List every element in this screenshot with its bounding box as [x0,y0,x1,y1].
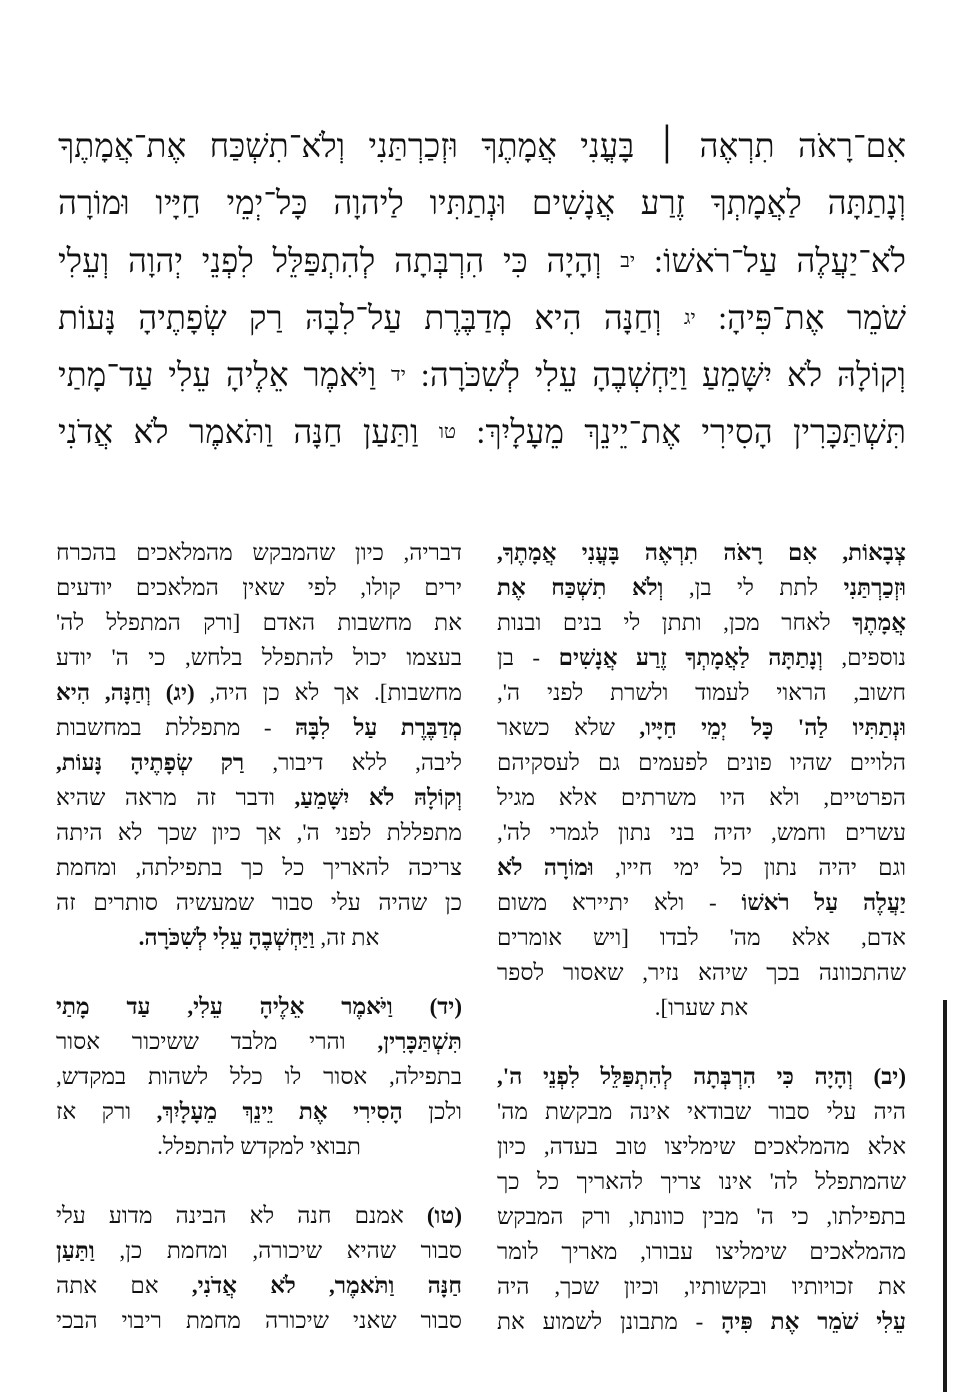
verse-text: אִם־רָאֹה תִרְאֶה ׀ בָּעֳנִי אֲמָתֶךָ וּזְכַרְתַּנִי וְלֹא־תִשְׁכַּח אֶת־אֲמָתֶךָ [58,129,906,165]
verse-quote: וּזְכַרְתַּנִי [843,575,906,600]
commentary-text: חשוב, הראוי לעמוד ולשרת לפני ה', [497,680,906,705]
commentary-text: שהתכוונה בכך שיהא נזיר, שאסור לספר [497,960,906,985]
scan-edge-line [943,1000,947,1392]
line-content [497,890,906,915]
verse-quote: (יב) וְהָיָה כִּי הִרְבְּתָה לְהִתְפַּלֵּל לִפְנֵי ה', [497,1064,906,1089]
commentary-text: בעצמו יכול להתפלל בלחש, כי ה' יודע [56,645,462,670]
text-line [56,605,462,640]
verse-text: שֹׁמֵר אֶת־פִּיהָ: [695,301,906,337]
verse-text: לֹא־יַעֲלֶה עַל־רֹאשׁוֹ: [635,244,906,280]
commentary-text: אלא מהמלאכים שימליצו טוב בעדה, כיון [497,1134,906,1159]
commentary-text: והרי מלבד ששיכור אסור [56,1029,378,1054]
line-content [56,680,462,705]
commentary-text: אם אתה [56,1273,192,1298]
commentary-text: עשרים וחמש, יהיה בני נתון לגמרי לה', [497,820,906,845]
line-content [56,890,462,915]
commentary-text: - בן [496,645,559,670]
commentary-paragraph [56,989,462,1164]
text-line [497,640,906,675]
commentary-text: את מחשבות האדם [ורק המתפלל לה' [56,610,462,635]
text-line [497,990,906,1025]
line-content [56,575,462,600]
line-content [497,1169,906,1194]
line-content [56,994,462,1019]
text-line [56,745,462,780]
verse-number: יב [620,250,636,272]
text-line [497,885,906,920]
text-line [58,290,906,347]
verse-quote: תִּשְׁתַּכָּרִין, [377,1029,462,1054]
line-content [56,820,462,845]
verse-text: וְקוֹלָהּ לֹא יִשָּׁמֵעַ וַיַּחְשְׁבֶהָ עֵלִי לְשִׁכֹּרָה: [405,358,906,394]
text-line [58,233,906,290]
text-line [497,1059,906,1094]
line-content [56,645,462,670]
verse-quote: וּנְתַתִּיו לַה' כָּל יְמֵי חַיָּיו, [639,715,906,740]
text-line [497,815,906,850]
text-line [56,640,462,675]
verse-text: וְחַנָּה הִיא מְדַבֶּרֶת עַל־לִבָּהּ רַק שְׂפָתֶיהָ נָּעוֹת [57,301,684,337]
line-content [497,925,906,950]
commentary-text: לאחר מכן, ותתן לי בנים ובנות [497,610,853,635]
commentary-text: בתפילתו, כי ה' מבין כוונתו, ורק המבקש [497,1204,906,1229]
commentary-paragraph [56,1198,462,1338]
text-line [497,1234,906,1269]
text-line [56,1024,462,1059]
line-content [56,610,462,635]
line-content [58,129,906,165]
scripture-verses [58,119,906,461]
text-line [56,1233,462,1268]
line-content [58,415,906,451]
line-content [56,540,462,565]
text-line [497,920,906,955]
line-content [497,680,906,705]
commentary-text: ורק אז [55,1099,157,1124]
commentary-text: ירים קולו, לפי שאין המלאכים יודעים [56,575,462,600]
line-content [58,301,906,337]
verse-text: וְהָיָה כִּי הִרְבְּתָה לְהִתְפַּלֵּל לִפְנֵי יְהוָה וְעֵלִי [58,244,621,280]
line-content [497,1239,906,1264]
line-content [58,244,906,280]
verse-quote: הָסִירִי אֶת יֵינֵךְ מֵעָלָיִךְ, [156,1099,403,1124]
commentary-text: לתת לי בן, [663,575,844,600]
line-content [497,645,906,670]
line-content [497,1274,906,1299]
commentary-text: וגם יהיה נתון כל ימי חייו, [593,855,906,880]
commentary-text: שלא כשאר [497,715,640,740]
line-content [497,855,906,880]
line-content [56,1099,462,1124]
commentary-text: נוספים, [822,645,906,670]
verse-quote: (יג) וְחַנָּה, הִיא [56,680,195,705]
verse-number: טו [438,421,457,443]
verse-quote: וְנָתַתָּה לַאֲמָתְךָ זֶרַע אֲנָשִׁים [558,645,823,670]
verse-quote: אֲמָתֶךָ [852,610,906,635]
line-content [497,1204,906,1229]
text-line [56,885,462,920]
line-content [56,1273,462,1298]
line-content [157,1134,361,1159]
text-line [497,1199,906,1234]
verse-quote: וְקוֹלָהּ לֹא יִשָּׁמֵעַ, [294,785,462,810]
text-line [497,535,906,570]
line-content [58,358,906,394]
text-line [56,710,462,745]
text-line [56,1268,462,1303]
text-line [56,1094,462,1129]
text-line [56,1303,462,1338]
commentary-text: את זכויותיו ובקשותיו, וכיון שכך, היה [497,1274,906,1299]
text-line [497,1164,906,1199]
commentary-column-right [497,535,906,1339]
text-line [497,1129,906,1164]
line-content [56,1308,462,1333]
verse-quote: צְבָאוֹת, אִם רָאֹה תִרְאֶה בָּעֳנִי אֲמָתֶךָ, [497,540,906,565]
text-line [497,675,906,710]
commentary-text: כן שהיה עלי סבור שמעשיה סותרים זה [56,890,462,915]
line-content [56,715,462,740]
line-content [56,1029,462,1054]
commentary-text: בתפילה, אסור לו כלל לשהות במקדש, [56,1064,462,1089]
commentary-text: סבור שהיא שיכורה, ומחמת כן, [94,1238,462,1263]
commentary-text: ולכן [402,1099,462,1124]
verse-quote: וַתַּעַן [56,1238,95,1263]
text-line [56,850,462,885]
line-content [497,1309,906,1334]
line-content [655,995,748,1020]
verse-quote: (טו) [426,1203,462,1228]
verse-quote: יַעֲלֶה עַל רֹאשׁוֹ [741,890,906,915]
text-line [497,1304,906,1339]
text-line [497,780,906,815]
text-line [56,989,462,1024]
text-line [497,1269,906,1304]
line-content [497,1099,906,1124]
commentary-text: הלויים שהיו פונים לפעמים גם לעסקיהם [497,750,906,775]
line-content [497,960,906,985]
text-line [58,119,906,176]
line-content [497,785,906,810]
line-content [56,1203,462,1228]
commentary-text: את זה, [314,925,380,950]
text-line [56,570,462,605]
text-line [58,404,906,461]
text-line [56,1059,462,1094]
text-line [56,1129,462,1164]
verse-quote: חַנָּה וַתֹּאמֶר, לֹא אֲדֹנִי, [191,1273,462,1298]
commentary-column-left [56,535,462,1338]
commentary-text: את שערו]. [654,995,749,1020]
text-line [56,1198,462,1233]
line-content [497,715,906,740]
commentary-text: מחשבות]. אך לא כן היה, [194,680,462,705]
line-content [497,1064,906,1089]
line-content [139,925,380,950]
commentary-text: היה עלי סבור שבודאי אינה מבקשת מה' [497,1099,906,1124]
commentary-text: הפרטיים, ולא היו משרתים אלא מגיל [497,785,906,810]
verse-text: וְנָתַתָּה לַאֲמָתְךָ זֶרַע אֲנָשִׁים וּנְתַתִּיו לַיהוָה כָּל־יְמֵי חַיָּיו וּמוֹרָה [58,186,906,222]
text-line [56,780,462,815]
text-line [497,1094,906,1129]
verse-number: יד [391,364,406,386]
line-content [497,750,906,775]
line-content [56,1064,462,1089]
text-line [58,176,906,233]
commentary-text: - מתבונן לשמוע את [497,1309,722,1334]
line-content [56,750,462,775]
verse-text: וַתַּעַן חַנָּה וַתֹּאמֶר לֹא אֲדֹנִי [58,415,439,451]
line-content [497,540,906,565]
line-content [56,855,462,880]
text-line [497,850,906,885]
commentary-text: דבריה, כיון שהמבקש מהמלאכים בהכרח [56,540,462,565]
text-line [497,745,906,780]
commentary-paragraph [56,535,462,955]
text-line [497,955,906,990]
commentary-text: תבואי למקדש להתפלל. [157,1134,361,1159]
line-content [497,610,906,635]
commentary-text: - מתפללת במחשבות [55,715,296,740]
commentary-text: מתפללת לפני ה', אך כיון שכך לא היתה [56,820,462,845]
commentary-text: - ולא יתיירא משום [496,890,742,915]
verse-quote: וַיַּחְשְׁבֶהָ עֵלִי לְשִׁכֹּרָה. [138,925,315,950]
text-line [56,675,462,710]
verse-quote: רַק שְׂפָתֶיהָ נָּעוֹת, [56,750,245,775]
text-line [497,710,906,745]
text-line [56,815,462,850]
commentary-text: סבור שאני שיכורה מחמת ריבוי הבכי [56,1308,462,1333]
verse-quote: וְלֹא תִשְׁכַּח אֶת [497,575,664,600]
commentary-text: ליבה, ללא דיבור, [244,750,462,775]
verse-quote: וּמוֹרָה לֹא [497,855,594,880]
line-content [56,1238,462,1263]
commentary-paragraph [497,1059,906,1339]
commentary-paragraph [497,535,906,1025]
verse-number: יג [683,307,696,329]
commentary-text: שהמתפלל לה' אינו צריך להאריך כל כך [497,1169,906,1194]
verse-text: תִּשְׁתַּכָּרִין הָסִירִי אֶת־יֵינֵךְ מֵעָלָיִךְ: [456,415,906,451]
line-content [497,1134,906,1159]
verse-quote: עֵלִי שֹׁמֵר אֶת פִּיהָ [721,1309,906,1334]
verse-quote: (יד) וַיֹּאמֶר אֵלֶיהָ עֵלִי, עַד מָתַי [56,994,462,1019]
commentary-text: אדם, אלא מה' לבדו [ויש אומרים [497,925,906,950]
commentary-text: ודבר זה מראה שהיא [55,785,295,810]
commentary-text: אמנם חנה לא הבינה מדוע עלי [56,1203,427,1228]
text-line [56,535,462,570]
text-line [58,347,906,404]
text-line [56,920,462,955]
line-content [497,820,906,845]
verse-quote: מְדַבֶּרֶת עַל לִבָּהּ [295,715,462,740]
text-line [497,605,906,640]
text-line [497,570,906,605]
line-content [56,785,462,810]
commentary-text: מהמלאכים שימליצו עבורו, מאריך לומר [497,1239,906,1264]
verse-text: וַיֹּאמֶר אֵלֶיהָ עֵלִי עַד־מָתַי [58,358,391,394]
commentary-text: צריכה להאריך כל כך בתפילתה, ומחמת [56,855,462,880]
line-content [58,186,906,222]
line-content [497,575,906,600]
